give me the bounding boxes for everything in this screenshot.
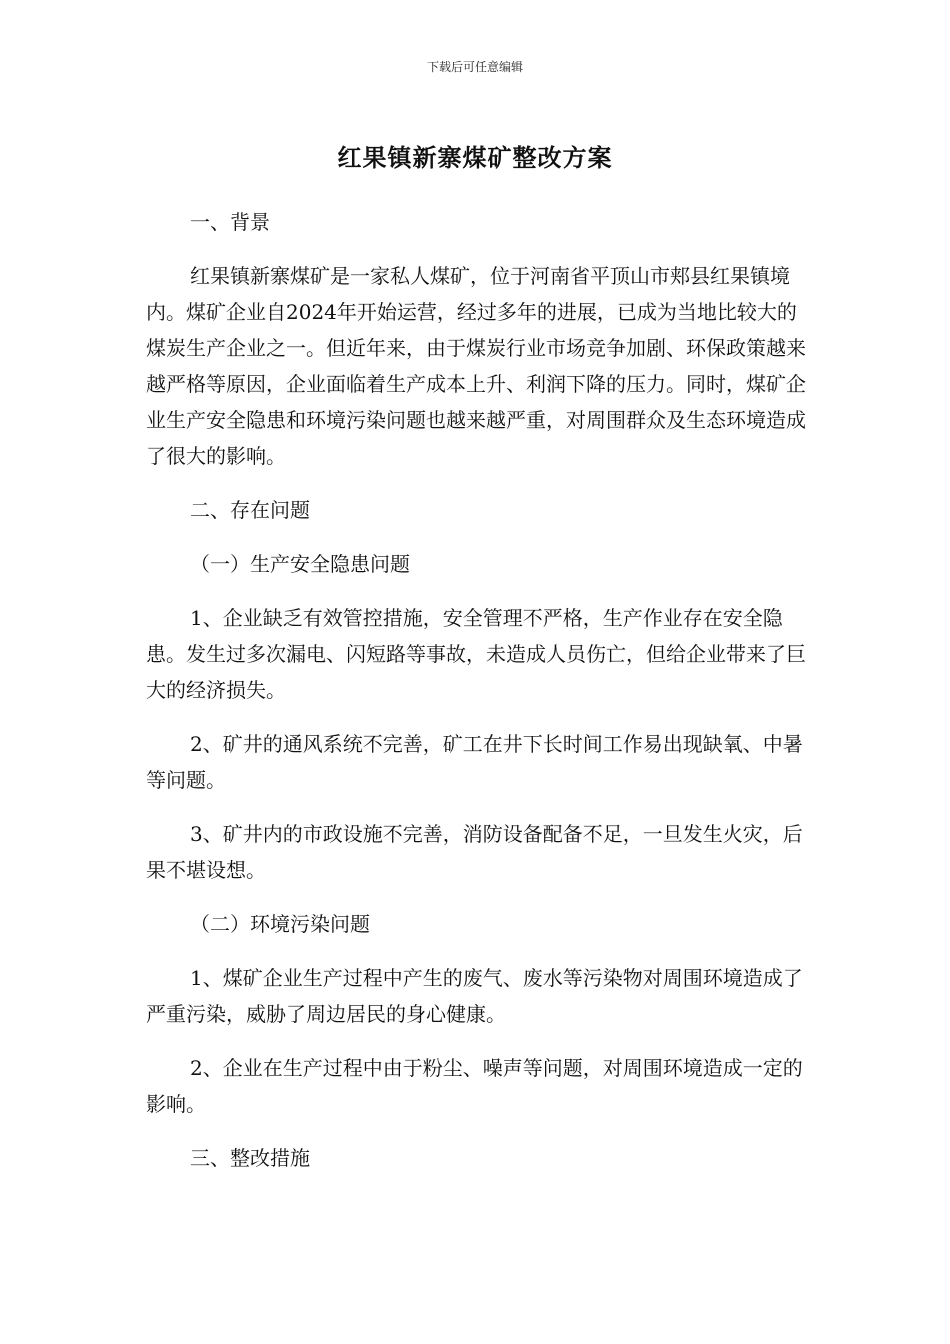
section-heading-background: 一、背景 [190,210,270,234]
subheading-safety: （一）生产安全隐患问题 [190,552,410,576]
paragraph-safety-1: 1、企业缺乏有效管控措施，安全管理不严格，生产作业存在安全隐患。发生过多次漏电、闪短路等事故，未造成人员伤亡，但给企业带来了巨大的经济损失。 [146,606,806,702]
subheading-pollution: （二）环境污染问题 [190,912,370,936]
paragraph-pollution-1: 1、煤矿企业生产过程中产生的废气、废水等污染物对周围环境造成了严重污染，威胁了周边居民的身心健康。 [146,966,803,1026]
document-body [146,204,810,1194]
document-title: 红果镇新寨煤矿整改方案 [337,144,613,172]
paragraph-background: 红果镇新寨煤矿是一家私人煤矿，位于河南省平顶山市郏县红果镇境内。煤矿企业自2024年开始运营，经过多年的进展，已成为当地比较大的煤炭生产企业之一。但近年来，由于煤炭行业市场竞争加剧、环保政策越来越严格等原因，企业面临着生产成本上升、利润下降的压力。同时，煤矿企业生产安全隐患和环境污染问题也越来越严重，对周围群众及生态环境造成了很大的影响。 [146,264,806,468]
paragraph-pollution-2: 2、企业在生产过程中由于粉尘、噪声等问题，对周围环境造成一定的影响。 [146,1056,803,1116]
section-heading-measures: 三、整改措施 [190,1146,310,1170]
paragraph-safety-2: 2、矿井的通风系统不完善，矿工在井下长时间工作易出现缺氧、中暑等问题。 [146,732,803,792]
header-note: 下载后可任意编辑 [426,60,523,74]
paragraph-safety-3: 3、矿井内的市政设施不完善，消防设备配备不足，一旦发生火灾，后果不堪设想。 [146,822,803,882]
section-heading-problems: 二、存在问题 [190,498,310,522]
